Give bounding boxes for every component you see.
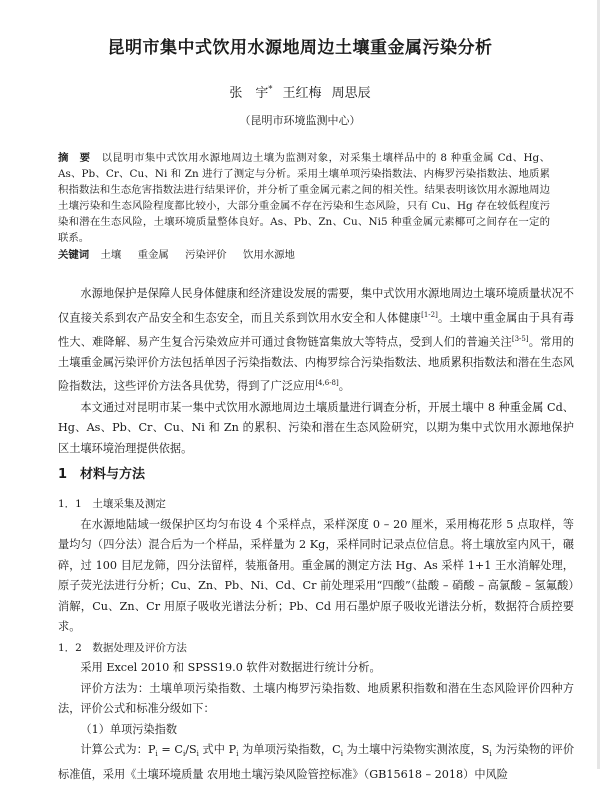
keywords-label: 关键词: [58, 249, 90, 261]
authors-line: [0, 82, 600, 101]
methods-paragraph: 评价方法为：土壤单项污染指数、土壤内梅罗污染指数、地质累积指数和潜在生态风险评价四种方法，评价公式和标准分级如下：: [58, 681, 574, 715]
keyword: 饮用水源地: [242, 249, 295, 261]
subsection-heading: 1．2 数据处理及评价方法: [58, 641, 187, 654]
introduction: [58, 284, 574, 459]
subsection-heading: 1．1 土壤采集及测定: [58, 498, 166, 510]
methods-paragraph: 在水源地陆域一级保护区均匀布设 4 个采样点，采样深度 0 – 20 厘米，采用梅花形 5 点取样，等量均匀（四分法）混合后为一个样品，采样量为 2 Kg，采样同时记录点位信息。将土壤放室内风干，碾碎，过 100 目尼龙筛，四分法留样，装瓶备用。重金属的测定方法 Hg、As 采样 1+1 王水消解处理，原子荧光法进行分析；Cu、Zn、Pb、Ni、Cd、Cr 前处理采用“四酸”（盐酸 – 硝酸 – 高氯酸 – 氢氟酸）消解，Cu、Zn、Cr 用原子吸收光谱法分析；Pb、Cd 用石墨炉原子吸收光谱法分析，数据符合质控要求。: [58, 517, 574, 633]
citation[interactable]: [4,6-8]: [315, 379, 339, 388]
intro-paragraph-2: 本文通过对昆明市某一集中式饮用水源地周边土壤质量进行调查分析，开展土壤中 8 种重金属 Cd、Hg、As、Pb、Cr、Cu、Ni 和 Zn 的累积、污染和潜在生态风险研究，以期为集中式饮用水源地保护区土壤环境治理提供依据。: [58, 400, 574, 455]
keyword: 土壤: [100, 249, 122, 261]
paper-title: 昆明市集中式饮用水源地周边土壤重金属污染分析: [107, 38, 493, 58]
methods-section: [58, 494, 574, 785]
author-name: 周思辰: [331, 86, 371, 101]
corresponding-mark: *: [268, 84, 273, 94]
author-name: 张 宇: [229, 86, 269, 101]
intro-paragraph-1: 水源地保护是保障人民身体健康和经济建设发展的需要，集中式饮用水源地周边土壤环境质量状况不仅直接关系到农产品安全和生态安全，而且关系到饮用水安全和人体健康[1-2]。土壤中重金属由于具有毒性大、难降解、易产生复合污染效应并可通过食物链富集放大等特点，受到人们的普遍关注[3-5]。常用的土壤重金属污染评价方法包括单因子污染指数法、内梅罗综合污染指数法、地质累积指数法和潜在生态风险指数法，这些评价方法各具优势，得到了广泛应用[4,6-8]。: [58, 287, 574, 394]
keyword: 污染评价: [185, 249, 227, 261]
keyword: 重金属: [137, 249, 169, 261]
abstract-text: 以昆明市集中式饮用水源地周边土壤为监测对象，对采集土壤样品中的 8 种重金属 Cd、Hg、As、Pb、Cr、Cu、Ni 和 Zn 进行了测定与分析。采用土壤单项污染指数法、内梅罗污染指数法、地质累积指数法和生态危害指数法进行结果评价，并分析了重金属元素之间的相关性。结果表明该饮用水源地周边土壤污染和生态风险程度都比较小，大部分重金属不存在污染和生态风险，只有 Cu、Hg 存在较低程度污染和潜在生态风险，土壤环境质量整体良好。As、Pb、Zn、Cu、Ni5 种重金属元素椰可之间存在一定的联系。: [58, 152, 550, 244]
abstract-label: 摘 要: [58, 152, 91, 164]
author-name: 王红梅: [282, 86, 322, 101]
citation[interactable]: [1-2]: [421, 310, 438, 319]
affiliation: （昆明市环境监测中心）: [239, 114, 361, 127]
abstract-block: [58, 150, 550, 246]
subsubsection-heading: （1）单项污染指数: [80, 722, 178, 736]
section-heading: 1 材料与方法: [58, 467, 146, 482]
methods-line: 采用 Excel 2010 和 SPSS19.0 软件对数据进行统计分析。: [80, 661, 381, 674]
citation[interactable]: [3-5]: [511, 334, 529, 343]
formula-paragraph: 计算公式为：$P_i = C_i/S_i$ 式中 $P_i$ 为单项污染指数，$C_i$ 为土壤中污染物实测浓度，$S_i$ 为污染物的评价标准值，采用《土壤环境质量 农用地土壤污染风险管控标准》（GB15618 – 2018）中风险: [58, 743, 575, 781]
keywords-line: [58, 246, 550, 261]
